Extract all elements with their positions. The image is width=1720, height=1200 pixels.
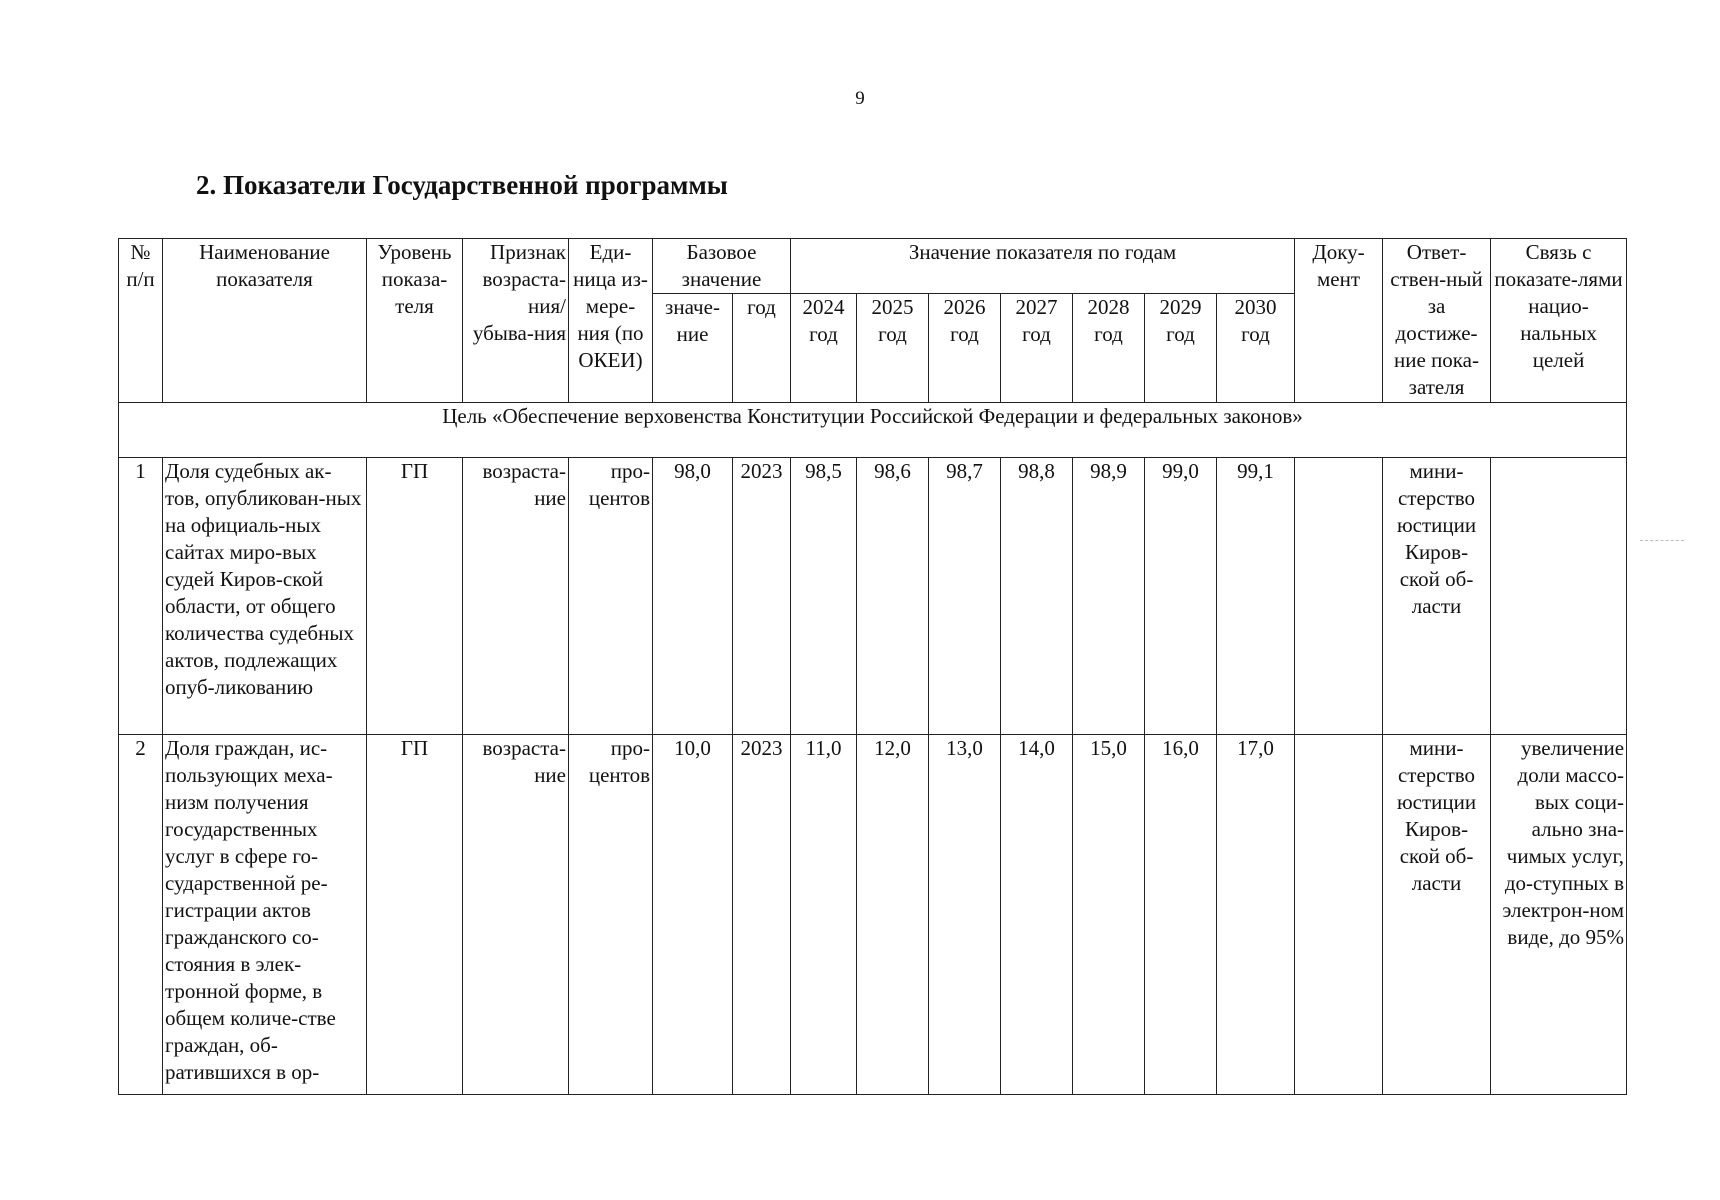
row-responsible: мини-стерство юстиции Киров-ской об-ласти — [1383, 458, 1491, 735]
header-name: Наименование показателя — [163, 239, 367, 403]
row-unit: про-центов — [569, 735, 653, 1095]
row-value-2027: 98,8 — [1001, 458, 1073, 735]
header-link: Связь с показате-лями нацио-нальных целей — [1491, 239, 1627, 403]
row-value-2027: 14,0 — [1001, 735, 1073, 1095]
header-year-2028: 2028 год — [1073, 294, 1145, 403]
row-base-year: 2023 — [733, 735, 791, 1095]
row-value-2025: 98,6 — [857, 458, 929, 735]
header-year-2025: 2025 год — [857, 294, 929, 403]
header-base-value: значе-ние — [653, 294, 733, 403]
section-title: 2. Показатели Государственной программы — [196, 170, 728, 200]
row-value-2026: 98,7 — [929, 458, 1001, 735]
row-value-2030: 17,0 — [1217, 735, 1295, 1095]
row-base-value: 98,0 — [653, 458, 733, 735]
header-base: Базовое значение — [653, 239, 791, 294]
header-num: № п/п — [119, 239, 163, 403]
row-level: ГП — [367, 735, 463, 1095]
row-trend: возраста-ние — [463, 735, 569, 1095]
row-num: 2 — [119, 735, 163, 1095]
row-base-year: 2023 — [733, 458, 791, 735]
row-value-2030: 99,1 — [1217, 458, 1295, 735]
indicators-table — [118, 238, 1627, 1095]
row-value-2024: 98,5 — [791, 458, 857, 735]
header-year-2027: 2027 год — [1001, 294, 1073, 403]
header-base-year: год — [733, 294, 791, 403]
row-value-2024: 11,0 — [791, 735, 857, 1095]
header-row-top — [119, 239, 1627, 294]
row-trend: возраста-ние — [463, 458, 569, 735]
row-value-2028: 98,9 — [1073, 458, 1145, 735]
row-unit: про-центов — [569, 458, 653, 735]
row-value-2028: 15,0 — [1073, 735, 1145, 1095]
row-num: 1 — [119, 458, 163, 735]
header-year-2026: 2026 год — [929, 294, 1001, 403]
scan-artifact-line — [1640, 540, 1684, 541]
row-name: Доля судебных ак-тов, опубликован-ных на официаль-ных сайтах миро-вых судей Киров-ской области, от общего количества судебных актов, подлежащих опуб-ликованию — [163, 458, 367, 735]
header-responsible: Ответ-ствен-ный за достиже-ние пока-зателя — [1383, 239, 1491, 403]
header-year-2029: 2029 год — [1145, 294, 1217, 403]
header-unit: Еди-ница из-мере-ния (по ОКЕИ) — [569, 239, 653, 403]
row-value-2025: 12,0 — [857, 735, 929, 1095]
goal-text: Цель «Обеспечение верховенства Конституции Российской Федерации и федеральных законов» — [119, 403, 1627, 458]
header-values-by-year: Значение показателя по годам — [791, 239, 1295, 294]
goal-row — [119, 403, 1627, 458]
row-level: ГП — [367, 458, 463, 735]
row-document — [1295, 458, 1383, 735]
table-row — [119, 458, 1627, 735]
row-value-2029: 99,0 — [1145, 458, 1217, 735]
row-responsible: мини-стерство юстиции Киров-ской об-ласти — [1383, 735, 1491, 1095]
row-document — [1295, 735, 1383, 1095]
header-document: Доку-мент — [1295, 239, 1383, 403]
header-year-2024: 2024 год — [791, 294, 857, 403]
row-value-2026: 13,0 — [929, 735, 1001, 1095]
page-number: 9 — [855, 88, 865, 109]
table-row — [119, 735, 1627, 1095]
header-trend: Признак возраста-ния/ убыва-ния — [463, 239, 569, 403]
header-year-2030: 2030 год — [1217, 294, 1295, 403]
header-level: Уровень показа-теля — [367, 239, 463, 403]
row-link — [1491, 458, 1627, 735]
row-name: Доля граждан, ис-пользующих меха-низм получения государственных услуг в сфере го-сударственной ре-гистрации актов гражданского со-стояния в элек-тронной форме, в общем количе-стве граждан, об-ратившихся в ор- — [163, 735, 367, 1095]
row-base-value: 10,0 — [653, 735, 733, 1095]
row-value-2029: 16,0 — [1145, 735, 1217, 1095]
row-link: увеличение доли массо-вых соци-ально зна-чимых услуг, до-ступных в электрон-ном виде, до 95% — [1491, 735, 1627, 1095]
